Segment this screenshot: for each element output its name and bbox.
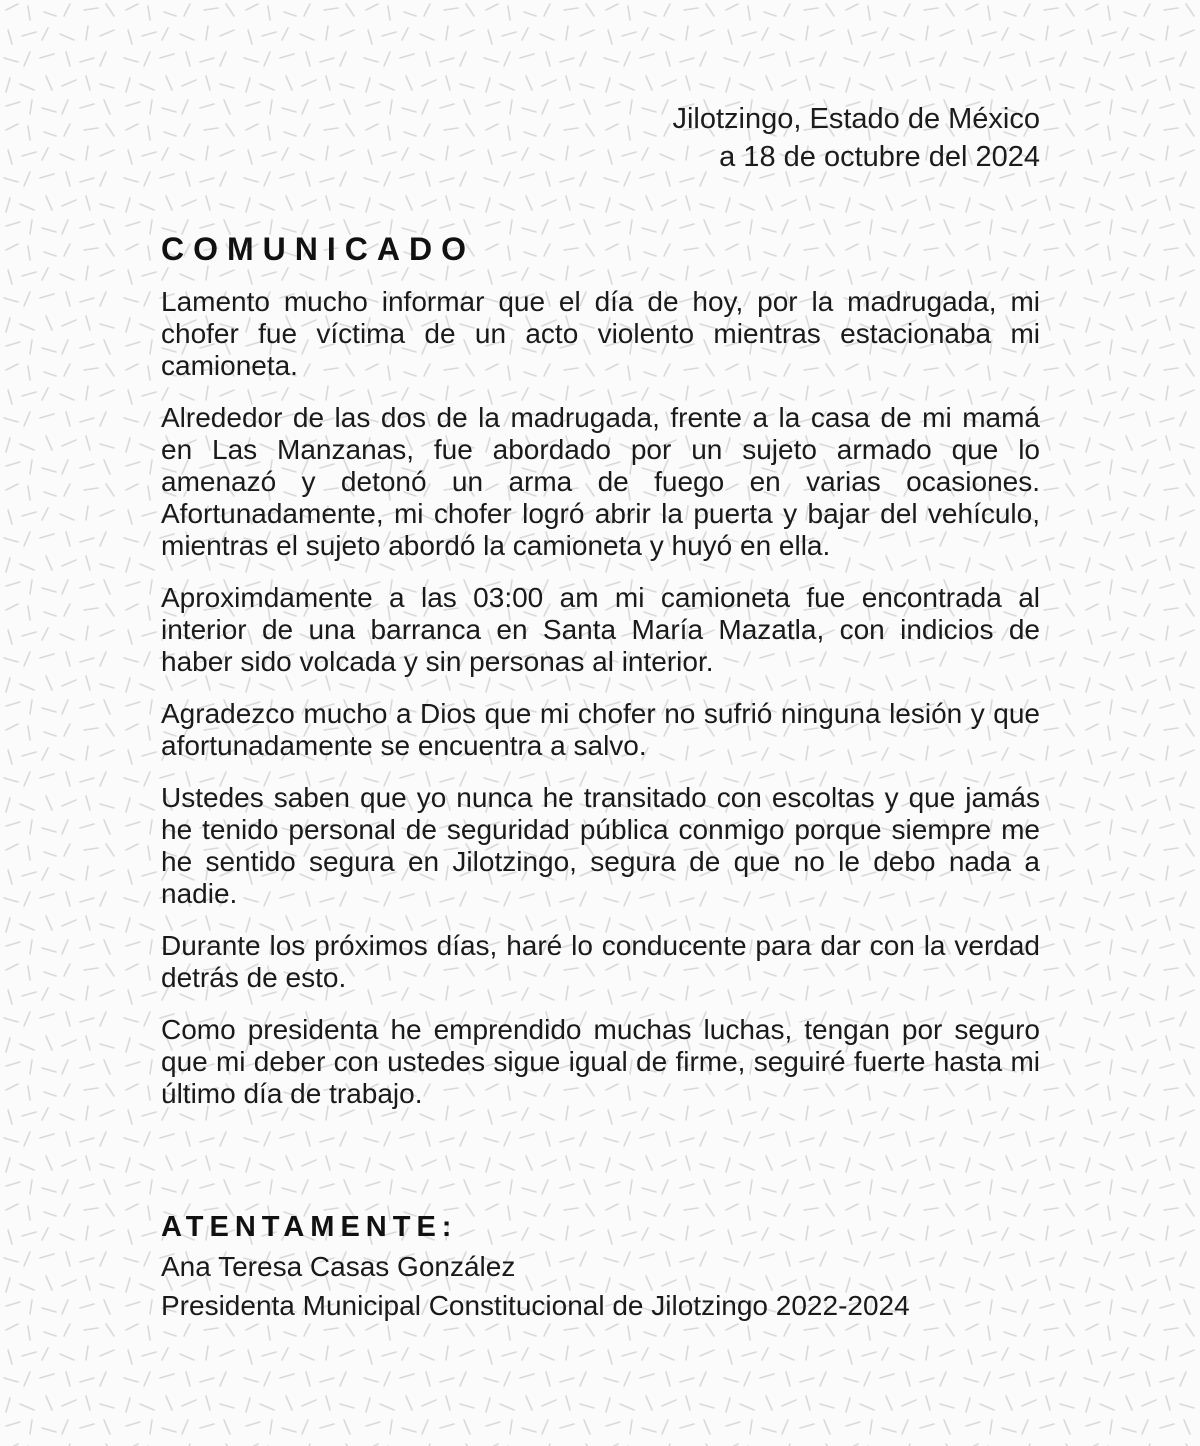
paragraph: Aproximdamente a las 03:00 am mi camioneta fue encontrada al interior de una barranca en Santa María Mazatla, con indicios de haber sido volcada y sin personas al interior.	[161, 582, 1040, 677]
paragraph: Como presidenta he emprendido muchas luchas, tengan por seguro que mi deber con ustedes sigue igual de firme, seguiré fuerte hasta mi último día de trabajo.	[161, 1014, 1040, 1109]
place-date-block	[672, 100, 1040, 176]
place-line: Jilotzingo, Estado de México	[672, 103, 1040, 135]
body-text	[161, 286, 1040, 1130]
signatory-role: Presidenta Municipal Constitucional de Jilotzingo 2022-2024	[161, 1290, 910, 1321]
closing-label: ATENTAMENTE:	[161, 1211, 458, 1243]
date-line: a 18 de octubre del 2024	[719, 141, 1040, 173]
paragraph: Ustedes saben que yo nunca he transitado con escoltas y que jamás he tenido personal de seguridad pública conmigo porque siempre me he sentido segura en Jilotzingo, segura de que no le debo nada a nadie.	[161, 782, 1040, 909]
paragraph: Durante los próximos días, haré lo conducente para dar con la verdad detrás de esto.	[161, 930, 1040, 993]
paragraph: Lamento mucho informar que el día de hoy, por la madrugada, mi chofer fue víctima de un acto violento mientras estacionaba mi camioneta.	[161, 286, 1040, 381]
paragraph: Agradezco mucho a Dios que mi chofer no sufrió ninguna lesión y que afortunadamente se encuentra a salvo.	[161, 698, 1040, 761]
signature-block	[161, 1207, 910, 1325]
paragraph: Alrededor de las dos de la madrugada, frente a la casa de mi mamá en Las Manzanas, fue abordado por un sujeto armado que lo amenazó y detonó un arma de fuego en varias ocasiones. Afortunadamente, mi chofer logró abrir la puerta y bajar del vehículo, mientras el sujeto abordó la camioneta y huyó en ella.	[161, 402, 1040, 561]
document-title: COMUNICADO	[161, 231, 475, 267]
signatory-name: Ana Teresa Casas González	[161, 1251, 516, 1282]
